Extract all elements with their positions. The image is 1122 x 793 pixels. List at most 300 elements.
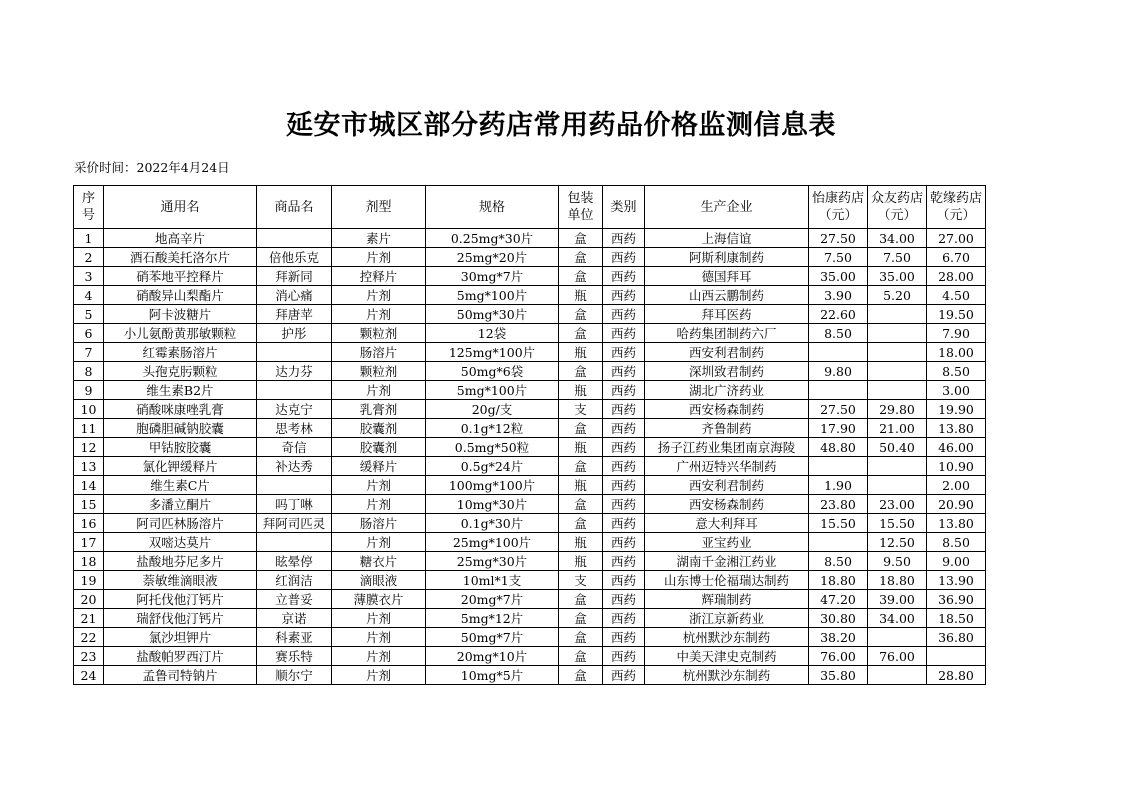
cell-col-seq: 4: [74, 286, 104, 305]
cell-col-pack-unit: 盒: [559, 495, 603, 514]
table-row: [74, 514, 986, 533]
table-row: [74, 419, 986, 438]
cell-col-price-qianyuan: 13.80: [927, 419, 986, 438]
cell-col-price-yikang: 23.80: [809, 495, 868, 514]
cell-col-manufacturer: 杭州默沙东制药: [645, 628, 809, 647]
cell-col-spec: 0.1g*30片: [426, 514, 559, 533]
cell-col-dosage-form: 片剂: [332, 248, 426, 267]
cell-col-category: 西药: [603, 286, 645, 305]
cell-col-generic-name: 维生素B2片: [104, 381, 257, 400]
cell-col-seq: 5: [74, 305, 104, 324]
cell-col-generic-name: 盐酸帕罗西汀片: [104, 647, 257, 666]
cell-col-price-yikang: 9.80: [809, 362, 868, 381]
cell-col-category: 西药: [603, 533, 645, 552]
cell-col-dosage-form: 缓释片: [332, 457, 426, 476]
cell-col-manufacturer: 杭州默沙东制药: [645, 666, 809, 685]
table-row: [74, 647, 986, 666]
cell-col-price-zhongyou: [868, 362, 927, 381]
cell-col-brand-name: 达克宁: [257, 400, 332, 419]
cell-col-generic-name: 瑞舒伐他汀钙片: [104, 609, 257, 628]
cell-col-category: 西药: [603, 476, 645, 495]
cell-col-price-qianyuan: 8.50: [927, 362, 986, 381]
cell-col-dosage-form: 胶囊剂: [332, 419, 426, 438]
cell-col-spec: 20mg*7片: [426, 590, 559, 609]
cell-col-manufacturer: 西安杨森制药: [645, 495, 809, 514]
cell-col-brand-name: 顺尔宁: [257, 666, 332, 685]
cell-col-price-qianyuan: 7.90: [927, 324, 986, 343]
cell-col-price-yikang: 27.50: [809, 229, 868, 248]
cell-col-dosage-form: 滴眼液: [332, 571, 426, 590]
header-col-brand-name: [257, 186, 332, 229]
header-col-seq: [74, 186, 104, 229]
cell-col-generic-name: 硝酸异山梨酯片: [104, 286, 257, 305]
table-row: [74, 362, 986, 381]
cell-col-generic-name: 维生素C片: [104, 476, 257, 495]
cell-col-seq: 7: [74, 343, 104, 362]
cell-col-dosage-form: 胶囊剂: [332, 438, 426, 457]
cell-col-pack-unit: 瓶: [559, 343, 603, 362]
cell-col-dosage-form: 糖衣片: [332, 552, 426, 571]
cell-col-seq: 19: [74, 571, 104, 590]
cell-col-pack-unit: 盒: [559, 324, 603, 343]
header-label: 生产企业: [700, 199, 753, 215]
cell-col-dosage-form: 片剂: [332, 495, 426, 514]
cell-col-brand-name: 拜新同: [257, 267, 332, 286]
cell-col-price-qianyuan: 13.90: [927, 571, 986, 590]
table-row: [74, 666, 986, 685]
cell-col-price-qianyuan: [927, 647, 986, 666]
cell-col-seq: 17: [74, 533, 104, 552]
cell-col-pack-unit: 盒: [559, 647, 603, 666]
cell-col-spec: 100mg*100片: [426, 476, 559, 495]
table-row: [74, 305, 986, 324]
cell-col-category: 西药: [603, 628, 645, 647]
cell-col-spec: 0.1g*12粒: [426, 419, 559, 438]
cell-col-brand-name: [257, 343, 332, 362]
table-row: [74, 476, 986, 495]
cell-col-spec: 50mg*7片: [426, 628, 559, 647]
cell-col-price-yikang: 76.00: [809, 647, 868, 666]
cell-col-spec: 125mg*100片: [426, 343, 559, 362]
cell-col-brand-name: 补达秀: [257, 457, 332, 476]
cell-col-generic-name: 酒石酸美托洛尔片: [104, 248, 257, 267]
cell-col-price-yikang: [809, 457, 868, 476]
cell-col-generic-name: 双嘧达莫片: [104, 533, 257, 552]
cell-col-manufacturer: 西安杨森制药: [645, 400, 809, 419]
cell-col-generic-name: 硝酸咪康唑乳膏: [104, 400, 257, 419]
cell-col-seq: 14: [74, 476, 104, 495]
cell-col-pack-unit: 瓶: [559, 476, 603, 495]
cell-col-pack-unit: 盒: [559, 305, 603, 324]
cell-col-brand-name: 消心痛: [257, 286, 332, 305]
cell-col-brand-name: 拜唐苹: [257, 305, 332, 324]
cell-col-price-qianyuan: 28.80: [927, 666, 986, 685]
cell-col-price-yikang: 48.80: [809, 438, 868, 457]
header-col-generic-name: [104, 186, 257, 229]
table-row: [74, 324, 986, 343]
table-row: [74, 609, 986, 628]
header-label: 类别: [610, 199, 637, 215]
cell-col-manufacturer: 湖南千金湘江药业: [645, 552, 809, 571]
cell-col-dosage-form: 素片: [332, 229, 426, 248]
cell-col-generic-name: 盐酸地芬尼多片: [104, 552, 257, 571]
cell-col-price-qianyuan: 4.50: [927, 286, 986, 305]
table-row: [74, 590, 986, 609]
cell-col-seq: 21: [74, 609, 104, 628]
header-label: 规格: [478, 199, 505, 215]
cell-col-price-yikang: 17.90: [809, 419, 868, 438]
cell-col-brand-name: [257, 533, 332, 552]
table-row: [74, 495, 986, 514]
table-row: [74, 343, 986, 362]
cell-col-seq: 20: [74, 590, 104, 609]
cell-col-price-yikang: 38.20: [809, 628, 868, 647]
cell-col-price-zhongyou: 18.80: [868, 571, 927, 590]
cell-col-brand-name: [257, 476, 332, 495]
cell-col-manufacturer: 阿斯利康制药: [645, 248, 809, 267]
table-row: [74, 457, 986, 476]
cell-col-generic-name: 阿卡波糖片: [104, 305, 257, 324]
cell-col-seq: 22: [74, 628, 104, 647]
cell-col-seq: 15: [74, 495, 104, 514]
cell-col-dosage-form: 乳膏剂: [332, 400, 426, 419]
cell-col-manufacturer: 西安利君制药: [645, 343, 809, 362]
cell-col-spec: 0.5g*24片: [426, 457, 559, 476]
table-row: [74, 248, 986, 267]
header-label: 剂型: [365, 199, 392, 215]
cell-col-category: 西药: [603, 647, 645, 666]
cell-col-dosage-form: 片剂: [332, 628, 426, 647]
cell-col-dosage-form: 片剂: [332, 476, 426, 495]
cell-col-generic-name: 多潘立酮片: [104, 495, 257, 514]
cell-col-seq: 8: [74, 362, 104, 381]
cell-col-pack-unit: 盒: [559, 590, 603, 609]
cell-col-seq: 12: [74, 438, 104, 457]
cell-col-dosage-form: 薄膜衣片: [332, 590, 426, 609]
cell-col-price-yikang: 27.50: [809, 400, 868, 419]
cell-col-brand-name: 科素亚: [257, 628, 332, 647]
cell-col-price-qianyuan: 28.00: [927, 267, 986, 286]
cell-col-price-yikang: 3.90: [809, 286, 868, 305]
cell-col-pack-unit: 盒: [559, 419, 603, 438]
header-col-manufacturer: [645, 186, 809, 229]
header-label: 乾缘药店 （元）: [929, 191, 982, 223]
cell-col-generic-name: 氯化钾缓释片: [104, 457, 257, 476]
price-table: [73, 185, 986, 685]
cell-col-generic-name: 阿司匹林肠溶片: [104, 514, 257, 533]
cell-col-manufacturer: 山东博士伦福瑞达制药: [645, 571, 809, 590]
cell-col-price-zhongyou: 29.80: [868, 400, 927, 419]
cell-col-category: 西药: [603, 514, 645, 533]
cell-col-manufacturer: 辉瑞制药: [645, 590, 809, 609]
cell-col-category: 西药: [603, 229, 645, 248]
cell-col-category: 西药: [603, 419, 645, 438]
cell-col-price-zhongyou: 5.20: [868, 286, 927, 305]
cell-col-brand-name: 赛乐特: [257, 647, 332, 666]
cell-col-price-zhongyou: 35.00: [868, 267, 927, 286]
cell-col-category: 西药: [603, 457, 645, 476]
cell-col-price-yikang: 7.50: [809, 248, 868, 267]
cell-col-category: 西药: [603, 305, 645, 324]
cell-col-price-qianyuan: 3.00: [927, 381, 986, 400]
cell-col-generic-name: 胞磷胆碱钠胶囊: [104, 419, 257, 438]
cell-col-price-zhongyou: 12.50: [868, 533, 927, 552]
cell-col-spec: 20g/支: [426, 400, 559, 419]
cell-col-dosage-form: 片剂: [332, 647, 426, 666]
cell-col-spec: 5mg*100片: [426, 286, 559, 305]
cell-col-spec: 30mg*7片: [426, 267, 559, 286]
header-label: 通用名: [160, 199, 200, 215]
table-row: [74, 571, 986, 590]
cell-col-price-yikang: 35.80: [809, 666, 868, 685]
table-row: [74, 533, 986, 552]
cell-col-generic-name: 硝苯地平控释片: [104, 267, 257, 286]
cell-col-spec: 25mg*20片: [426, 248, 559, 267]
cell-col-brand-name: 思考林: [257, 419, 332, 438]
cell-col-price-qianyuan: 8.50: [927, 533, 986, 552]
cell-col-price-qianyuan: 27.00: [927, 229, 986, 248]
table-body: [74, 229, 986, 685]
cell-col-seq: 16: [74, 514, 104, 533]
cell-col-generic-name: 孟鲁司特钠片: [104, 666, 257, 685]
table-row: [74, 628, 986, 647]
cell-col-pack-unit: 盒: [559, 609, 603, 628]
cell-col-generic-name: 甲钴胺胶囊: [104, 438, 257, 457]
cell-col-manufacturer: 齐鲁制药: [645, 419, 809, 438]
cell-col-seq: 18: [74, 552, 104, 571]
cell-col-category: 西药: [603, 400, 645, 419]
cell-col-manufacturer: 深圳致君制药: [645, 362, 809, 381]
header-label: 序 号: [81, 191, 95, 223]
cell-col-category: 西药: [603, 666, 645, 685]
cell-col-category: 西药: [603, 571, 645, 590]
cell-col-category: 西药: [603, 248, 645, 267]
cell-col-category: 西药: [603, 609, 645, 628]
cell-col-spec: 10mg*5片: [426, 666, 559, 685]
cell-col-price-yikang: [809, 343, 868, 362]
cell-col-brand-name: [257, 229, 332, 248]
cell-col-category: 西药: [603, 590, 645, 609]
cell-col-price-zhongyou: 23.00: [868, 495, 927, 514]
cell-col-spec: 0.25mg*30片: [426, 229, 559, 248]
cell-col-price-qianyuan: 2.00: [927, 476, 986, 495]
cell-col-pack-unit: 盒: [559, 514, 603, 533]
cell-col-manufacturer: 亚宝药业: [645, 533, 809, 552]
cell-col-spec: 50mg*6袋: [426, 362, 559, 381]
cell-col-price-qianyuan: 18.00: [927, 343, 986, 362]
cell-col-category: 西药: [603, 381, 645, 400]
cell-col-seq: 10: [74, 400, 104, 419]
cell-col-generic-name: 小儿氨酚黄那敏颗粒: [104, 324, 257, 343]
header-col-pack-unit: [559, 186, 603, 229]
cell-col-price-qianyuan: 13.80: [927, 514, 986, 533]
cell-col-manufacturer: 上海信谊: [645, 229, 809, 248]
cell-col-price-yikang: 8.50: [809, 324, 868, 343]
cell-col-pack-unit: 瓶: [559, 381, 603, 400]
cell-col-pack-unit: 瓶: [559, 286, 603, 305]
cell-col-brand-name: 奇信: [257, 438, 332, 457]
cell-col-category: 西药: [603, 324, 645, 343]
header-label: 众友药店 （元）: [870, 191, 923, 223]
cell-col-dosage-form: 片剂: [332, 381, 426, 400]
cell-col-price-yikang: [809, 381, 868, 400]
header-label: 商品名: [274, 199, 314, 215]
header-label: 怡康药店 （元）: [811, 191, 864, 223]
cell-col-pack-unit: 盒: [559, 666, 603, 685]
cell-col-price-yikang: [809, 533, 868, 552]
cell-col-brand-name: 立普妥: [257, 590, 332, 609]
cell-col-manufacturer: 意大利拜耳: [645, 514, 809, 533]
cell-col-brand-name: 红润洁: [257, 571, 332, 590]
header-label: 包装 单位: [567, 191, 594, 223]
cell-col-price-qianyuan: 10.90: [927, 457, 986, 476]
cell-col-manufacturer: 浙江京新药业: [645, 609, 809, 628]
cell-col-price-yikang: 47.20: [809, 590, 868, 609]
page-title: 延安市城区部分药店常用药品价格监测信息表: [286, 110, 836, 141]
cell-col-spec: 50mg*30片: [426, 305, 559, 324]
cell-col-price-qianyuan: 36.80: [927, 628, 986, 647]
cell-col-dosage-form: 肠溶片: [332, 514, 426, 533]
cell-col-spec: 12袋: [426, 324, 559, 343]
cell-col-manufacturer: 山西云鹏制药: [645, 286, 809, 305]
cell-col-price-zhongyou: 15.50: [868, 514, 927, 533]
cell-col-spec: 20mg*10片: [426, 647, 559, 666]
cell-col-price-zhongyou: 21.00: [868, 419, 927, 438]
cell-col-price-zhongyou: [868, 381, 927, 400]
cell-col-seq: 24: [74, 666, 104, 685]
cell-col-price-zhongyou: [868, 457, 927, 476]
cell-col-seq: 23: [74, 647, 104, 666]
cell-col-price-zhongyou: 39.00: [868, 590, 927, 609]
cell-col-pack-unit: 瓶: [559, 438, 603, 457]
cell-col-seq: 6: [74, 324, 104, 343]
cell-col-price-qianyuan: 19.90: [927, 400, 986, 419]
cell-col-price-zhongyou: [868, 324, 927, 343]
cell-col-price-yikang: 15.50: [809, 514, 868, 533]
cell-col-price-qianyuan: 9.00: [927, 552, 986, 571]
header-col-price-zhongyou: [868, 186, 927, 229]
cell-col-seq: 1: [74, 229, 104, 248]
cell-col-generic-name: 地高辛片: [104, 229, 257, 248]
cell-col-price-qianyuan: 46.00: [927, 438, 986, 457]
cell-col-price-zhongyou: [868, 305, 927, 324]
cell-col-spec: 25mg*30片: [426, 552, 559, 571]
cell-col-pack-unit: 盒: [559, 362, 603, 381]
cell-col-seq: 2: [74, 248, 104, 267]
cell-col-category: 西药: [603, 362, 645, 381]
cell-col-seq: 13: [74, 457, 104, 476]
table-row: [74, 552, 986, 571]
cell-col-pack-unit: 盒: [559, 229, 603, 248]
cell-col-dosage-form: 片剂: [332, 305, 426, 324]
cell-col-generic-name: 红霉素肠溶片: [104, 343, 257, 362]
cell-col-pack-unit: 盒: [559, 267, 603, 286]
cell-col-dosage-form: 颗粒剂: [332, 362, 426, 381]
cell-col-price-yikang: 22.60: [809, 305, 868, 324]
cell-col-manufacturer: 西安利君制药: [645, 476, 809, 495]
cell-col-spec: 10mg*30片: [426, 495, 559, 514]
header-col-spec: [426, 186, 559, 229]
header-col-price-qianyuan: [927, 186, 986, 229]
cell-col-dosage-form: 片剂: [332, 666, 426, 685]
cell-col-brand-name: 达力芬: [257, 362, 332, 381]
cell-col-dosage-form: 控释片: [332, 267, 426, 286]
cell-col-price-yikang: 1.90: [809, 476, 868, 495]
cell-col-price-qianyuan: 18.50: [927, 609, 986, 628]
cell-col-dosage-form: 片剂: [332, 286, 426, 305]
cell-col-price-qianyuan: 20.90: [927, 495, 986, 514]
cell-col-price-zhongyou: 9.50: [868, 552, 927, 571]
cell-col-generic-name: 头孢克肟颗粒: [104, 362, 257, 381]
survey-date: 采价时间：2022年4月24日: [74, 160, 230, 175]
cell-col-spec: 5mg*12片: [426, 609, 559, 628]
cell-col-price-zhongyou: 34.00: [868, 609, 927, 628]
cell-col-price-zhongyou: 76.00: [868, 647, 927, 666]
cell-col-dosage-form: 颗粒剂: [332, 324, 426, 343]
cell-col-spec: 0.5mg*50粒: [426, 438, 559, 457]
cell-col-category: 西药: [603, 552, 645, 571]
cell-col-price-yikang: 35.00: [809, 267, 868, 286]
cell-col-pack-unit: 瓶: [559, 552, 603, 571]
cell-col-brand-name: 护彤: [257, 324, 332, 343]
cell-col-generic-name: 阿托伐他汀钙片: [104, 590, 257, 609]
cell-col-spec: 5mg*100片: [426, 381, 559, 400]
cell-col-pack-unit: 盒: [559, 248, 603, 267]
cell-col-price-yikang: 18.80: [809, 571, 868, 590]
cell-col-manufacturer: 中美天津史克制药: [645, 647, 809, 666]
cell-col-price-zhongyou: [868, 343, 927, 362]
table-row: [74, 267, 986, 286]
cell-col-seq: 9: [74, 381, 104, 400]
cell-col-dosage-form: 片剂: [332, 533, 426, 552]
cell-col-seq: 11: [74, 419, 104, 438]
table-row: [74, 381, 986, 400]
cell-col-price-zhongyou: 34.00: [868, 229, 927, 248]
cell-col-manufacturer: 德国拜耳: [645, 267, 809, 286]
cell-col-brand-name: 吗丁啉: [257, 495, 332, 514]
cell-col-price-zhongyou: [868, 628, 927, 647]
cell-col-generic-name: 氯沙坦钾片: [104, 628, 257, 647]
cell-col-price-zhongyou: [868, 666, 927, 685]
table-row: [74, 400, 986, 419]
cell-col-brand-name: 拜阿司匹灵: [257, 514, 332, 533]
cell-col-pack-unit: 支: [559, 571, 603, 590]
cell-col-pack-unit: 盒: [559, 457, 603, 476]
cell-col-brand-name: 倍他乐克: [257, 248, 332, 267]
cell-col-price-zhongyou: 7.50: [868, 248, 927, 267]
cell-col-dosage-form: 肠溶片: [332, 343, 426, 362]
cell-col-category: 西药: [603, 438, 645, 457]
table-row: [74, 438, 986, 457]
cell-col-pack-unit: 盒: [559, 628, 603, 647]
cell-col-generic-name: 萘敏维滴眼液: [104, 571, 257, 590]
cell-col-pack-unit: 瓶: [559, 533, 603, 552]
cell-col-spec: 25mg*100片: [426, 533, 559, 552]
cell-col-category: 西药: [603, 343, 645, 362]
cell-col-price-qianyuan: 36.90: [927, 590, 986, 609]
cell-col-price-qianyuan: 19.50: [927, 305, 986, 324]
cell-col-seq: 3: [74, 267, 104, 286]
cell-col-price-yikang: 30.80: [809, 609, 868, 628]
cell-col-category: 西药: [603, 267, 645, 286]
cell-col-price-qianyuan: 6.70: [927, 248, 986, 267]
cell-col-manufacturer: 哈药集团制药六厂: [645, 324, 809, 343]
cell-col-manufacturer: 广州迈特兴华制药: [645, 457, 809, 476]
table-row: [74, 229, 986, 248]
cell-col-manufacturer: 扬子江药业集团南京海陵: [645, 438, 809, 457]
cell-col-brand-name: 眩晕停: [257, 552, 332, 571]
cell-col-brand-name: 京诺: [257, 609, 332, 628]
